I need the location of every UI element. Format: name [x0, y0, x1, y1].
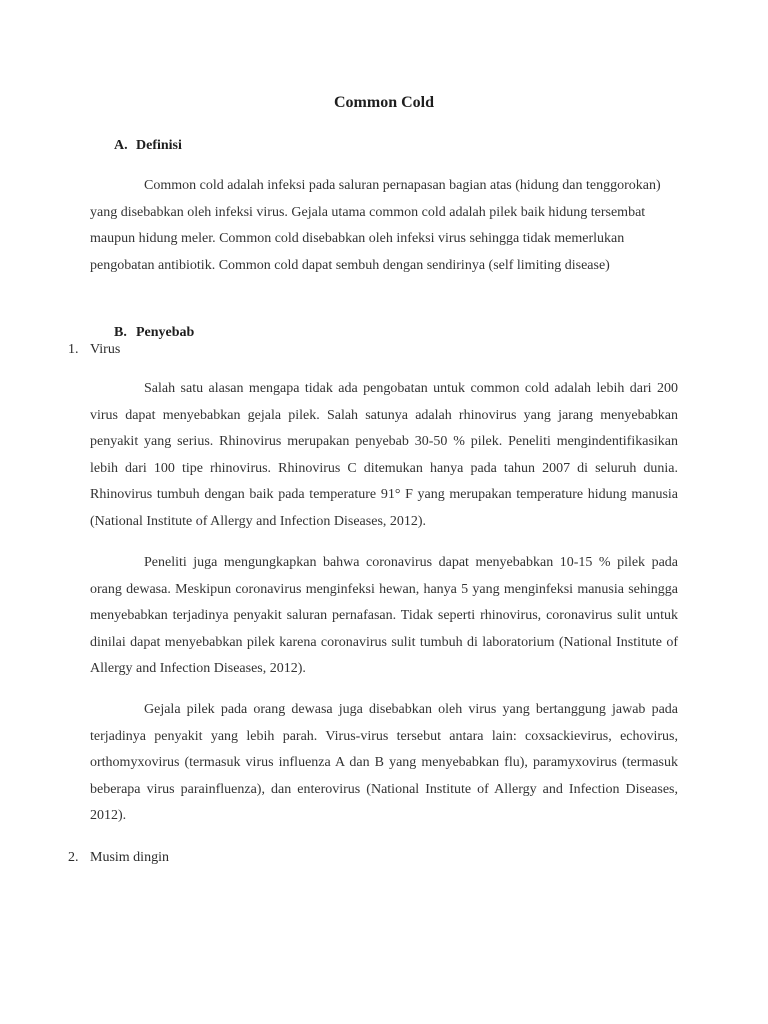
section-heading-text: Definisi: [136, 138, 182, 153]
virus-paragraph-other-viruses: Gejala pilek pada orang dewasa juga disebabkan oleh virus yang bertanggung jawab pada terjadinya penyakit yang lebih parah. Virus-virus tersebut antara lain: coxsackievirus, echovirus, orthomyxovirus (termasuk virus influenza A dan B yang menyebabkan flu), paramyxovirus (termasuk beberapa virus parainfluenza), dan enterovirus (National Institute of Allergy and Infection Diseases, 2012).: [90, 702, 678, 824]
list-item-label: Virus: [90, 342, 121, 357]
section-marker: B.: [114, 325, 127, 340]
list-item-virus: [68, 341, 120, 359]
virus-paragraph-coronavirus: Peneliti juga mengungkapkan bahwa coronavirus dapat menyebabkan 10-15 % pilek pada orang dewasa. Meskipun coronavirus menginfeksi hewan, hanya 5 yang menginfeksi manusia sehingga menyebabkan terjadinya penyakit saluran pernafasan. Tidak seperti rhinovirus, coronavirus sulit untuk dinilai dapat menyebabkan pilek karena coronavirus sulit tumbuh di laboratorium (National Institute of Allergy and Infection Diseases, 2012).: [90, 555, 678, 677]
section-marker: A.: [114, 138, 128, 153]
page-title: Common Cold: [333, 94, 434, 111]
section-heading-penyebab: [114, 324, 194, 342]
virus-paragraph-rhinovirus: Salah satu alasan mengapa tidak ada pengobatan untuk common cold adalah lebih dari 200 virus dapat menyebabkan gejala pilek. Salah satunya adalah rhinovirus yang jarang menyebabkan penyakit yang serius. Rhinovirus merupakan penyebab 30-50 % pilek. Peneliti mengindentifikasikan lebih dari 100 tipe rhinovirus. Rhinovirus C ditemukan hanya pada tahun 2007 di seluruh dunia. Rhinovirus tumbuh dengan baik pada temperature 91° F yang merupakan temperature hidung manusia (National Institute of Allergy and Infection Diseases, 2012).: [90, 381, 678, 529]
definition-paragraph: Common cold adalah infeksi pada saluran pernapasan bagian atas (hidung dan tenggorokan) yang disebabkan oleh infeksi virus. Gejala utama common cold adalah pilek baik hidung tersembat maupun hidung meler. Common cold disebabkan oleh infeksi virus sehingga tidak memerlukan pengobatan antibiotik. Common cold dapat sembuh dengan sendirinya (self limiting disease): [90, 178, 661, 273]
list-item-label: Musim dingin: [90, 850, 169, 865]
section-heading-definisi: [114, 137, 182, 155]
list-item-number: 2.: [68, 850, 79, 865]
section-heading-text: Penyebab: [136, 325, 195, 340]
list-item-musim-dingin: [68, 849, 169, 867]
list-item-number: 1.: [68, 342, 79, 357]
